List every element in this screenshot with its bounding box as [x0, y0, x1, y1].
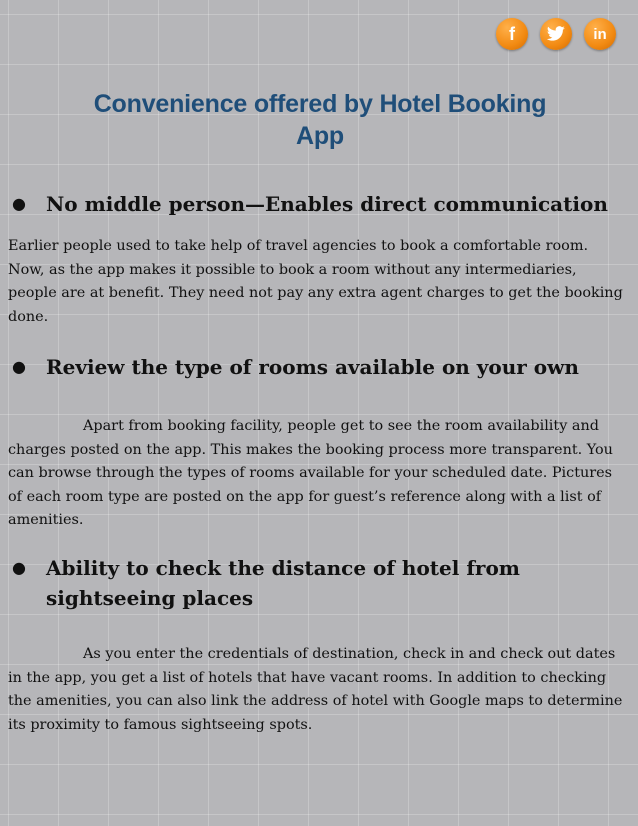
page-title — [60, 88, 580, 152]
bullet-icon: ● — [12, 558, 26, 577]
section-heading-3-text: Ability to check the distance of hotel from sightseeing places — [46, 556, 520, 610]
linkedin-icon[interactable] — [584, 18, 616, 50]
section-heading-1-text: No middle person—Enables direct communication — [46, 192, 608, 216]
section-heading-1 — [12, 189, 632, 219]
page-title-line2: App — [296, 122, 344, 150]
twitter-icon[interactable] — [540, 18, 572, 50]
facebook-icon[interactable] — [496, 18, 528, 50]
section-body-1: Earlier people used to take help of travel agencies to book a comfortable room. Now, as the app makes it possible to book a room without any intermediaries, people are at benefit. They need not pay any extra agent charges to get the booking done. — [8, 238, 623, 325]
section-heading-2-text: Review the type of rooms available on your own — [46, 355, 579, 379]
bullet-icon: ● — [12, 357, 26, 376]
section-heading-2 — [12, 352, 632, 382]
linkedin-label: in — [593, 25, 607, 43]
page-title-line1: Convenience offered by Hotel Booking — [93, 90, 547, 118]
social-links — [496, 18, 616, 50]
bullet-icon: ● — [12, 194, 26, 213]
facebook-label: f — [509, 23, 515, 44]
section-body-3: As you enter the credentials of destination, check in and check out dates in the app, you get a list of hotels that have vacant rooms. In addition to checking the amenities, you can also link the address of hotel with Google maps to determine its proximity to famous sightseeing spots. — [8, 646, 623, 733]
section-body-2: Apart from booking facility, people get to see the room availability and charges posted on the app. This makes the booking process more transparent. You can browse through the types of rooms available for your scheduled date. Pictures of each room type are posted on the app for guest’s reference along with a list of amenities. — [8, 418, 613, 529]
section-heading-3 — [12, 553, 572, 613]
twitter-bird-icon — [546, 26, 566, 42]
